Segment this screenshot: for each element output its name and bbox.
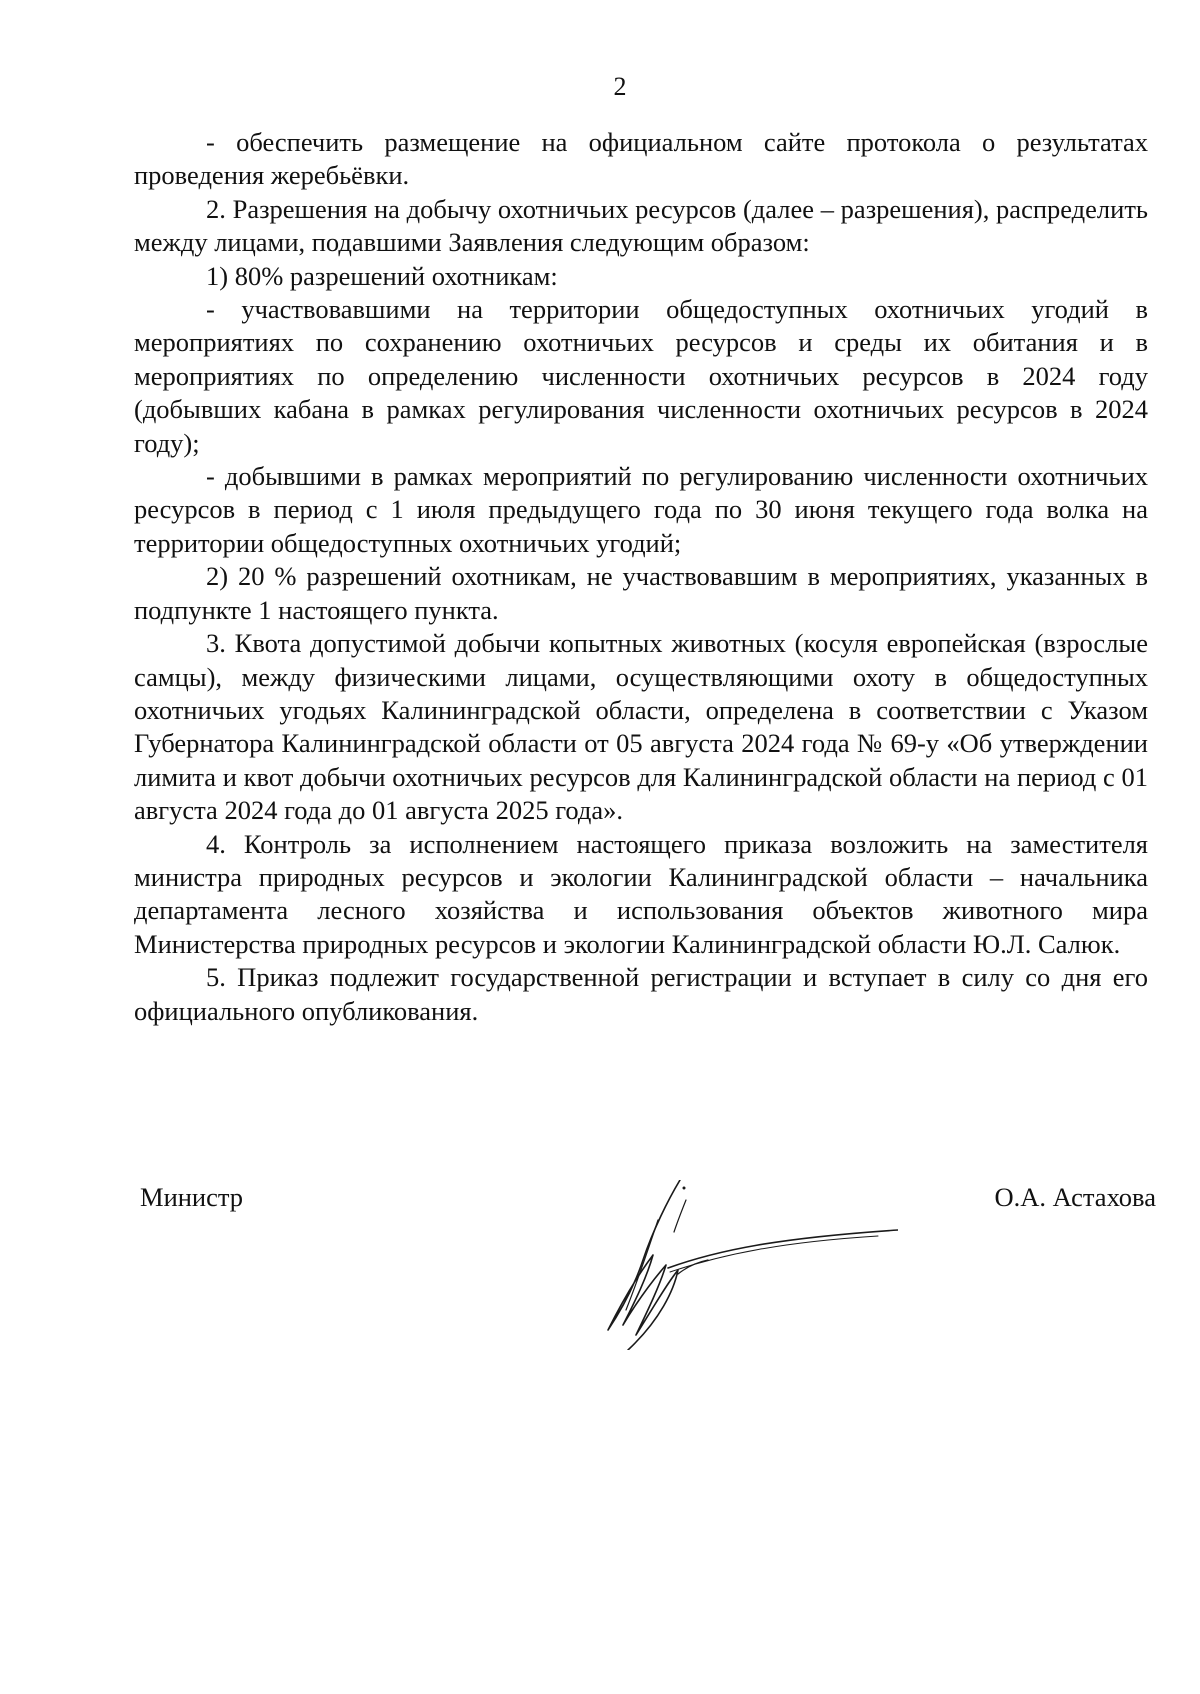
signature-block — [0, 1180, 1200, 1400]
handwritten-signature — [598, 1180, 898, 1350]
signatory-name: О.А. Астахова — [994, 1182, 1156, 1212]
paragraph-publish-protocol: - обеспечить размещение на официальном сайте протокола о результатах проведения жеребьёвки. — [134, 127, 1148, 191]
signatory-title: Министр — [140, 1182, 244, 1212]
paragraph-wolf-hunters: - добывшими в рамках мероприятий по регулированию численности охотничьих ресурсов в период с 1 июля предыдущего года по 30 июня текущего года волка на территории общедоступных охотничьих угодий; — [134, 461, 1148, 558]
paragraph-subitem-2: 2) 20 % разрешений охотникам, не участвовавшим в мероприятиях, указанных в подпункте 1 настоящего пункта. — [134, 561, 1148, 625]
paragraph-item-4: 4. Контроль за исполнением настоящего приказа возложить на заместителя министра природных ресурсов и экологии Калининградской области – начальника департамента лесного хозяйства и использования объектов животного мира Министерства природных ресурсов и экологии Калининградской области Ю.Л. Салюк. — [134, 828, 1148, 959]
paragraph-subitem-1: 1) 80% разрешений охотникам: — [206, 260, 558, 291]
page-number: 2 — [613, 72, 627, 101]
document-body — [134, 126, 1148, 1028]
paragraph-participants: - участвовавшими на территории общедоступных охотничьих угодий в мероприятиях по сохранению охотничьих ресурсов и среды их обитания и в мероприятиях по определению численности охотничьих ресурсов в 2024 году (добывших кабана в рамках регулирования численности охотничьих ресурсов в 2024 году); — [134, 294, 1148, 458]
paragraph-item-5: 5. Приказ подлежит государственной регистрации и вступает в силу со дня его официального опубликования. — [134, 962, 1148, 1026]
paragraph-item-2: 2. Разрешения на добычу охотничьих ресурсов (далее – разрешения), распределить между лицами, подавшими Заявления следующим образом: — [134, 193, 1148, 258]
paragraph-item-3: 3. Квота допустимой добычи копытных животных (косуля европейская (взрослые самцы), между физическими лицами, осуществляющими охоту в общедоступных охотничьих угодьях Калининградской области, определена в соответствии с Указом Губернатора Калининградской области от 05 августа 2024 года № 69-у «Об утверждении лимита и квот добычи охотничьих ресурсов для Калининградской области на период с 01 августа 2024 года до 01 августа 2025 года». — [134, 628, 1148, 826]
